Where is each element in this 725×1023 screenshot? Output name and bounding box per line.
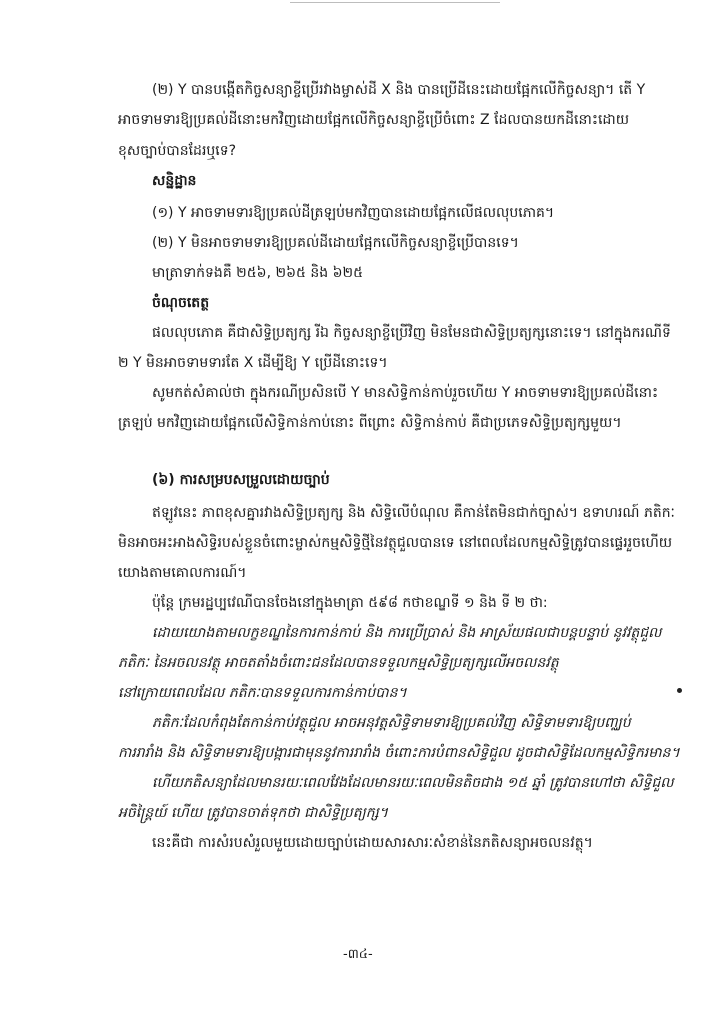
explanation-para-1-line-1: ផលលុបភោគ គឺជាសិទ្ធិប្រត្យក្ស រីឯ កិច្ចសន្យាខ្ចីប្រើវិញ មិនមែនជាសិទ្ធិប្រត្យក្សនោះទេ។ នៅក្នុងករណីទី (152, 325, 671, 341)
explanation-para-2-line-1: សូមកត់សំគាល់ថា ក្នុងករណីប្រសិនបើ Y មានសិទ្ធិកាន់កាប់រួចហើយ Y អាចទាមទារឱ្យប្រគល់ដីនោះ (152, 385, 659, 401)
question-2-line-2: អាចទាមទារឱ្យប្រគល់ដីនោះមកវិញដោយផ្អែកលើកិច្ចសន្យាខ្ចីប្រើចំពោះ Z ដែលបានយកដីនោះដោយ (118, 112, 630, 128)
top-scan-line (290, 2, 500, 3)
section-para-1-line-3: យោងតាមគោលការណ៍។ (118, 565, 247, 581)
quote-3-line-1: ហើយភតិសន្យាដែលមានរយៈពេលវែងដែលមានរយៈពេលមិនតិចជាង ១៥ ឆ្នាំ ត្រូវបានហៅថា សិទ្ធិជួល (152, 775, 674, 791)
quote-2-line-1: ភតិកៈដែលកំពុងតែកាន់កាប់វត្ថុជួល អាចអនុវត្តសិទ្ធិទាមទារឱ្យប្រគល់វិញ សិទ្ធិទាមទារឱ្យបញ្ឈប់ (152, 715, 631, 731)
section-heading: (៦) ការសម្របសម្រួលដោយច្បាប់ (152, 472, 330, 488)
margin-dot (677, 688, 682, 693)
quote-3-line-2: អចិន្ត្រៃយ៍ ហើយ ត្រូវបានចាត់ទុកថា ជាសិទ្ធិប្រត្យក្ស។ (118, 805, 389, 821)
quote-2-line-2: ការរារាំង និង សិទ្ធិទាមទារឱ្យបង្ការជាមុននូវការរារាំង ចំពោះការបំពានសិទ្ធិជួល ដូចជាសិទ្ធិដែលកម្មសិទ្ធិករមាន។ (118, 745, 680, 761)
quote-1-line-3: នៅក្រោយពេលដែល ភតិកៈបានទទួលការកាន់កាប់បាន។ (118, 685, 407, 701)
quote-1-line-1: ដោយយោងតាមលក្ខខណ្ឌនៃការកាន់កាប់ និង ការប្រើប្រាស់ និង អាស្រ័យផលជាបន្តបន្ទាប់ នូវវត្ថុជួល (152, 625, 662, 641)
closing-sentence: នេះគឺជា ការសំរបសំរួលមួយដោយច្បាប់ដោយសារសារៈសំខាន់នៃភតិសន្យាអចលនវត្ថុ។ (152, 835, 593, 851)
section-para-1-line-1: ឥឡូវនេះ ភាពខុសគ្នារវាងសិទ្ធិប្រត្យក្ស និង សិទ្ធិលើបំណុល គឺកាន់តែមិនជាក់ច្បាស់។ ឧទាហរណ៍ ភតិកៈ (152, 505, 675, 521)
explanation-heading: ចំណុចតេត្ថ (152, 295, 210, 311)
conclusion-answer-1: (១) Y អាចទាមទារឱ្យប្រគល់ដីត្រឡប់មកវិញបានដោយផ្អែកលើផលលុបភោគ។ (152, 205, 555, 221)
section-para-1-line-2: មិនអាចអះអាងសិទ្ធិរបស់ខ្លួនចំពោះម្ចាស់កម្មសិទ្ធិថ្មីនៃវត្ថុជួលបានទេ នៅពេលដែលកម្មសិទ្ធិត្រូវបានផ្ទេររួចហើយ (118, 535, 673, 551)
section-para-2: ប៉ុន្តែ ក្រមរដ្ឋប្បវេណីបានចែងនៅក្នុងមាត្រា ៥៩៨ កថាខណ្ឌទី ១ និង ទី ២ ថា: (152, 595, 548, 611)
related-articles: មាត្រាទាក់ទងគឺ ២៥៦, ២៦៥ និង ៦២៥ (152, 265, 363, 281)
question-2-line-3: ខុសច្បាប់បានដែរឬទេ? (118, 143, 237, 159)
explanation-para-2-line-2: ត្រឡប់ មកវិញដោយផ្អែកលើសិទ្ធិកាន់កាប់នោះ ពីព្រោះ សិទ្ធិកាន់កាប់ គឺជាប្រភេទសិទ្ធិប្រត្យក្សមួយ។ (118, 415, 622, 431)
question-2-line-1: (២) Y បានបង្កើតកិច្ចសន្យាខ្ចីប្រើរវាងម្ចាស់ដី X និង បានប្រើដីនេះដោយផ្អែកលើកិច្ចសន្យា។ តើ Y (152, 82, 646, 98)
conclusion-heading: សន្និដ្ឋាន (152, 173, 197, 189)
quote-1-line-2: ភតិកៈ នៃអចលនវត្ថុ អាចតតាំងចំពោះជនដែលបានទទួលកម្មសិទ្ធិប្រត្យក្សលើអចលនវត្ថុ (118, 655, 559, 671)
conclusion-answer-2: (២) Y មិនអាចទាមទារឱ្យប្រគល់ដីដោយផ្អែកលើកិច្ចសន្យាខ្ចីប្រើបានទេ។ (152, 235, 519, 251)
explanation-para-1-line-2: ២ Y មិនអាចទាមទារតែ X ដើម្បីឱ្យ Y ប្រើដីនោះទេ។ (118, 355, 388, 371)
page-number: -៣៤- (343, 947, 373, 962)
